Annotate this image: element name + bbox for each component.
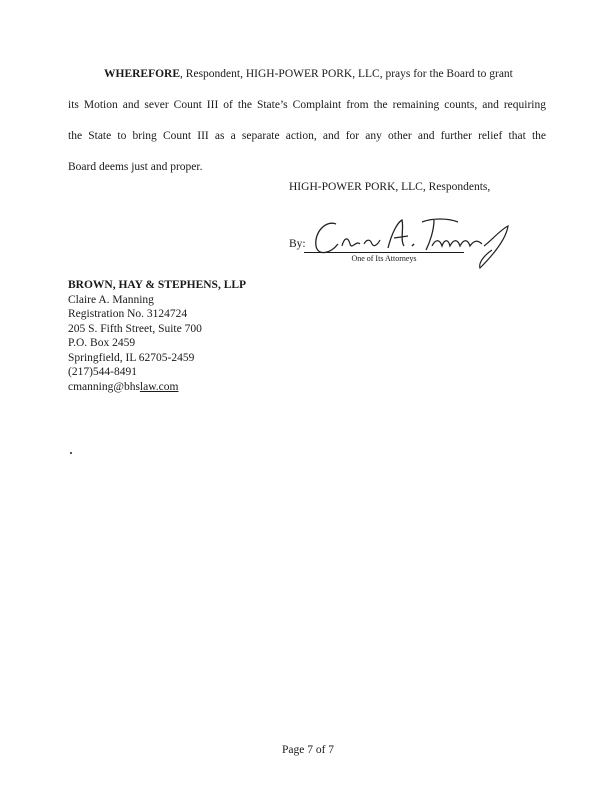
wherefore-lead: WHEREFORE — [104, 68, 181, 80]
street-address: 205 S. Fifth Street, Suite 700 — [68, 322, 202, 335]
paragraph-line-2: its Motion and sever Count III of the State’s Complaint from the remaining counts, and requiring — [68, 99, 546, 111]
city-state-zip: Springfield, IL 62705-2459 — [68, 351, 195, 364]
by-label: By: — [289, 238, 306, 250]
signature-caption: One of Its Attorneys — [351, 254, 417, 263]
email-address[interactable] — [68, 380, 246, 395]
handwritten-signature — [308, 210, 516, 274]
po-box: P.O. Box 2459 — [68, 337, 136, 349]
body-paragraph — [68, 66, 546, 176]
signature-line — [304, 252, 464, 253]
stray-mark — [70, 452, 72, 454]
paragraph-line-1 — [68, 66, 546, 82]
attorney-name: Claire A. Manning — [68, 293, 154, 306]
paragraph-line-3: the State to bring Count III as a separate action, and for any other and further relief that the — [68, 130, 546, 142]
paragraph-line-1-text: , Respondent, HIGH-POWER PORK, LLC, prays for the Board to grant — [180, 68, 513, 80]
party-closing: HIGH-POWER PORK, LLC, Respondents, — [289, 181, 491, 193]
phone-number: (217)544-8491 — [68, 366, 137, 378]
page-number: Page 7 of 7 — [281, 744, 335, 756]
email-domain: law.com — [139, 380, 179, 393]
paragraph-line-4: Board deems just and proper. — [68, 161, 203, 173]
email-user: cmanning@bhs — [68, 380, 140, 393]
firm-name: BROWN, HAY & STEPHENS, LLP — [68, 279, 247, 291]
registration-number: Registration No. 3124724 — [68, 308, 188, 320]
firm-address-block — [68, 278, 246, 394]
